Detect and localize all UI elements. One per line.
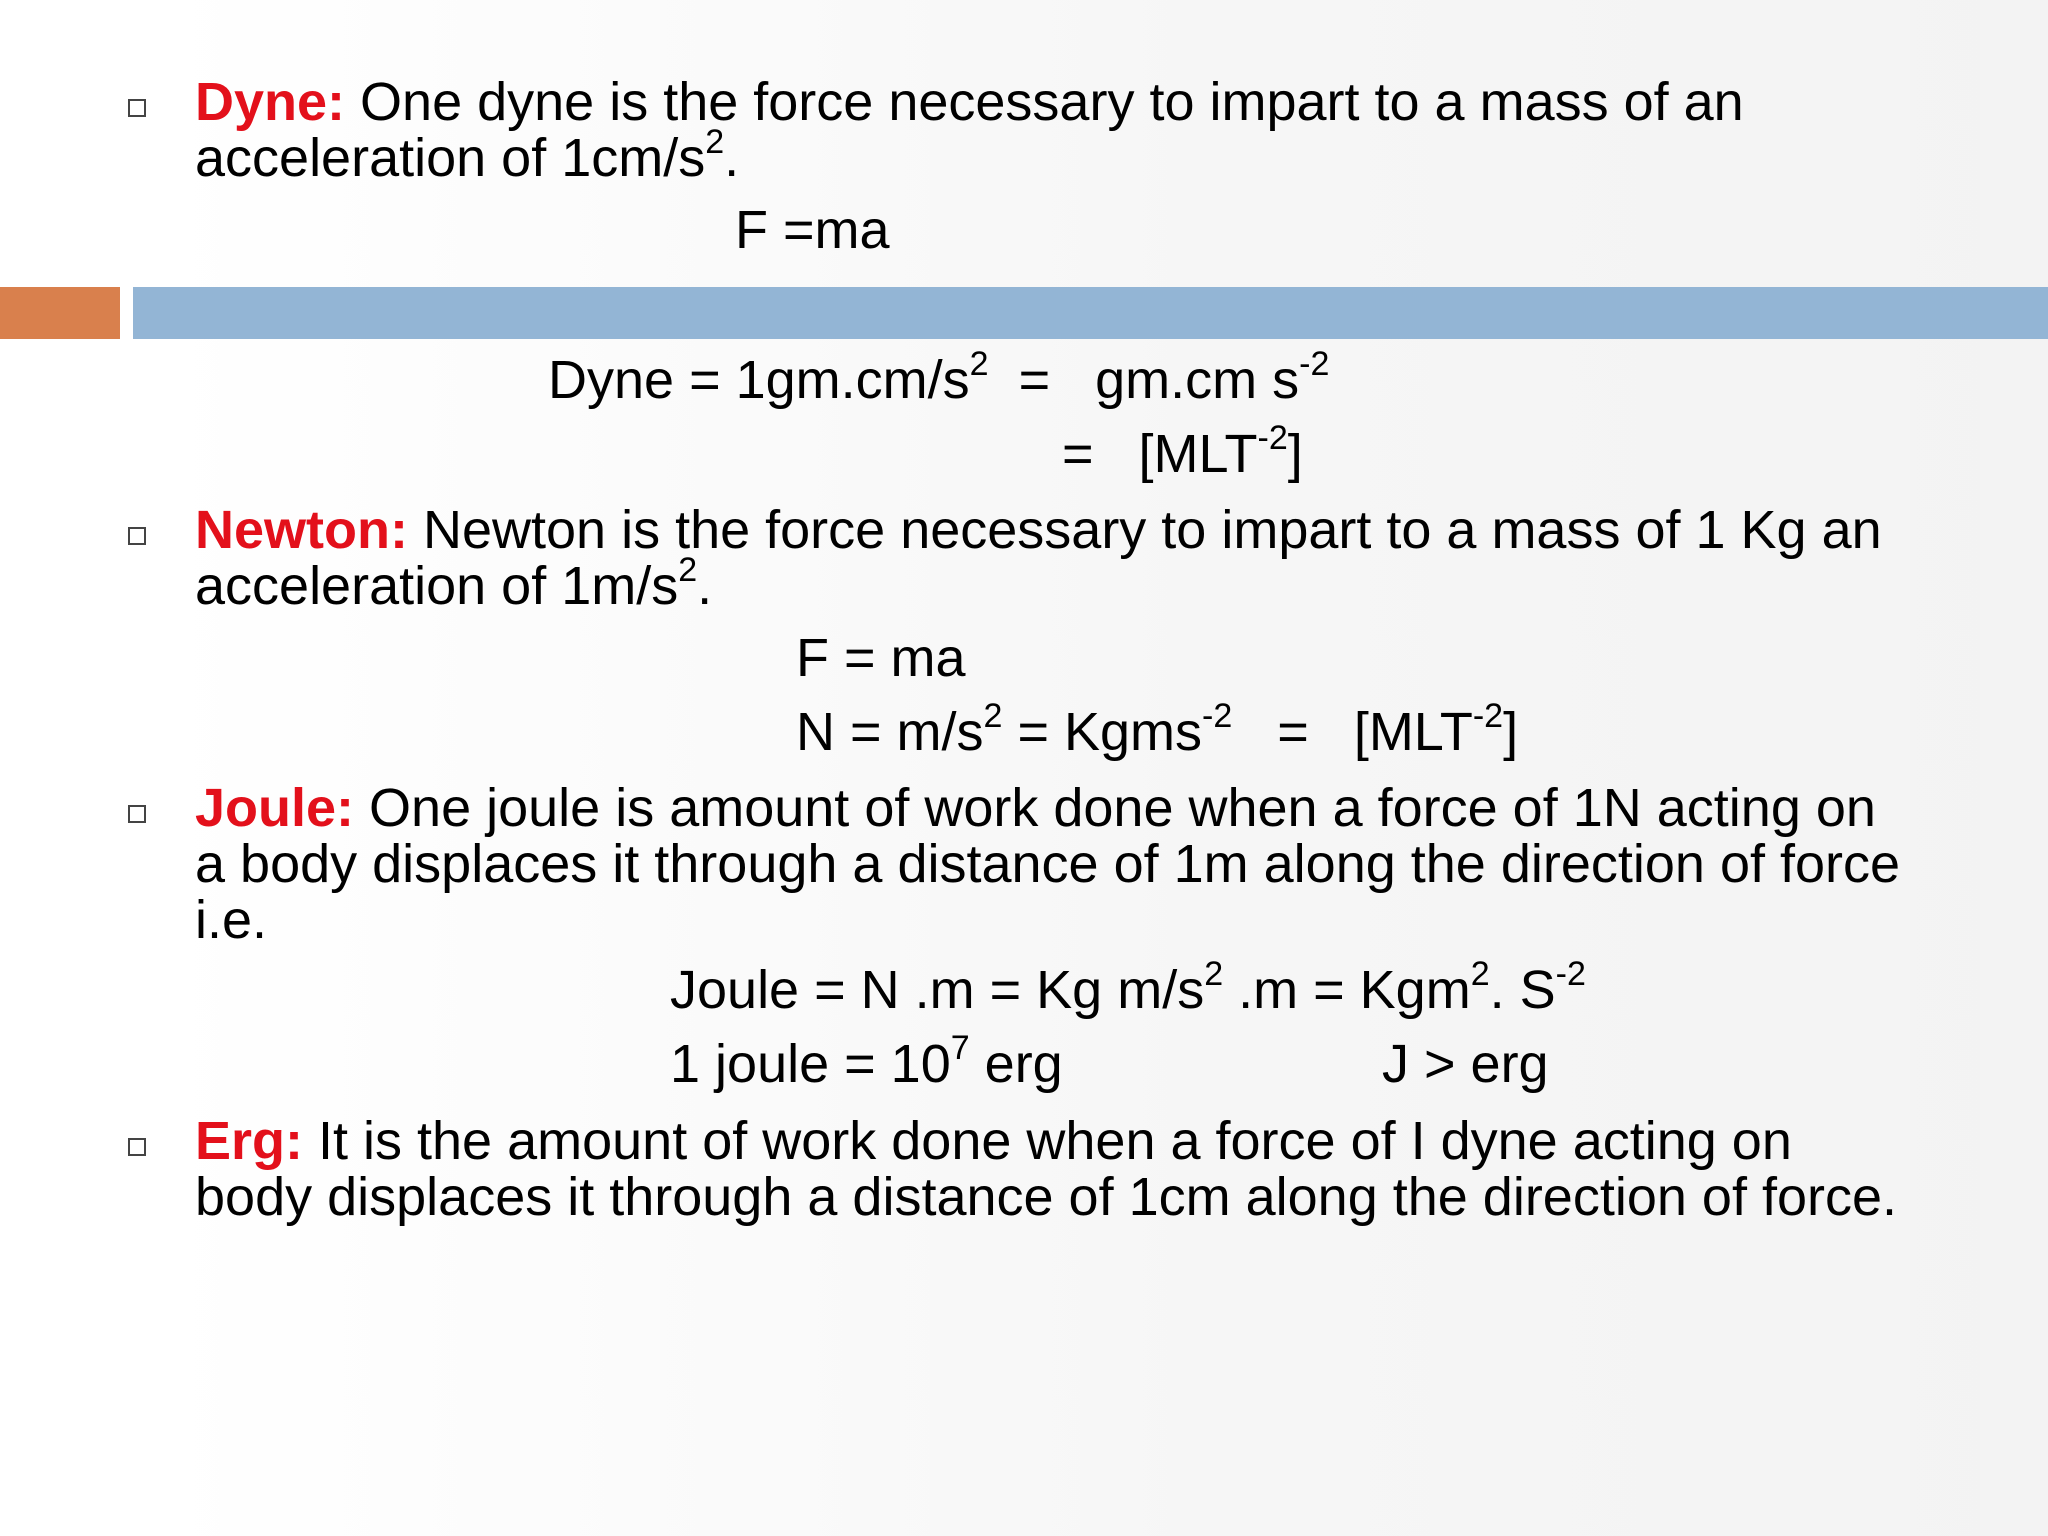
accent-bar-orange bbox=[0, 287, 120, 339]
joule-unit-equation bbox=[670, 955, 1586, 1020]
dyne-definition bbox=[195, 74, 1955, 186]
eq-text: ] bbox=[1503, 702, 1519, 762]
eq-text: . S bbox=[1489, 960, 1556, 1020]
superscript: 2 bbox=[1204, 955, 1224, 993]
bullet-square-icon bbox=[128, 1138, 146, 1156]
dyne-formula: F =ma bbox=[735, 200, 890, 260]
definition-text: It is the amount of work done when a force of I dyne acting on body displaces it through a distance of 1cm along the direction of force. bbox=[195, 1111, 1898, 1227]
dyne-unit-equation bbox=[548, 345, 1330, 410]
eq-text: = gm.cm s bbox=[988, 350, 1300, 410]
eq-text: = [MLT bbox=[1062, 424, 1258, 484]
dyne-dimension-equation bbox=[1062, 419, 1303, 484]
superscript: -2 bbox=[1299, 345, 1330, 383]
term-label: Erg: bbox=[195, 1111, 303, 1171]
eq-text: Dyne = 1gm.cm/s bbox=[548, 350, 970, 410]
eq-text: .m = Kgm bbox=[1223, 960, 1471, 1020]
superscript: 2 bbox=[678, 551, 698, 589]
eq-text: 1 joule = 10 bbox=[670, 1034, 951, 1094]
bullet-square-icon bbox=[128, 527, 146, 545]
superscript: 2 bbox=[1470, 955, 1490, 993]
eq-text: erg bbox=[969, 1034, 1063, 1094]
superscript: 7 bbox=[950, 1029, 970, 1067]
superscript: 2 bbox=[969, 345, 989, 383]
superscript: -2 bbox=[1202, 697, 1233, 735]
eq-text: Joule = N .m = Kg m/s bbox=[670, 960, 1205, 1020]
erg-definition bbox=[195, 1113, 1915, 1225]
accent-bar-blue bbox=[133, 287, 2048, 339]
joule-erg-relation bbox=[670, 1029, 1063, 1094]
definition-text: Newton is the force necessary to impart to a mass of 1 Kg an acceleration of 1m/s bbox=[195, 500, 1882, 616]
term-label: Dyne: bbox=[195, 72, 346, 132]
definition-text: One dyne is the force necessary to impart to a mass of an acceleration of 1cm/s bbox=[195, 72, 1744, 188]
term-label: Newton: bbox=[195, 500, 408, 560]
newton-unit-equation bbox=[796, 697, 1519, 762]
joule-definition bbox=[195, 780, 1915, 948]
eq-text: = [MLT bbox=[1232, 702, 1473, 762]
bullet-square-icon bbox=[128, 805, 146, 823]
newton-definition bbox=[195, 502, 1955, 614]
eq-text: = Kgms bbox=[1002, 702, 1203, 762]
superscript: 2 bbox=[983, 697, 1003, 735]
definition-text: One joule is amount of work done when a force of 1N acting on a body displaces it through a distance of 1m along the direction of force i.e. bbox=[195, 778, 1901, 950]
term-label: Joule: bbox=[195, 778, 355, 838]
superscript: -2 bbox=[1555, 955, 1586, 993]
superscript: 2 bbox=[705, 123, 725, 161]
definition-tail: . bbox=[697, 556, 713, 616]
joule-erg-comparison: J > erg bbox=[1382, 1034, 1549, 1094]
definition-tail: . bbox=[724, 128, 740, 188]
eq-text: N = m/s bbox=[796, 702, 984, 762]
bullet-square-icon bbox=[128, 99, 146, 117]
eq-text: ] bbox=[1287, 424, 1303, 484]
superscript: -2 bbox=[1257, 419, 1288, 457]
newton-formula: F = ma bbox=[796, 628, 966, 688]
superscript: -2 bbox=[1472, 697, 1504, 735]
